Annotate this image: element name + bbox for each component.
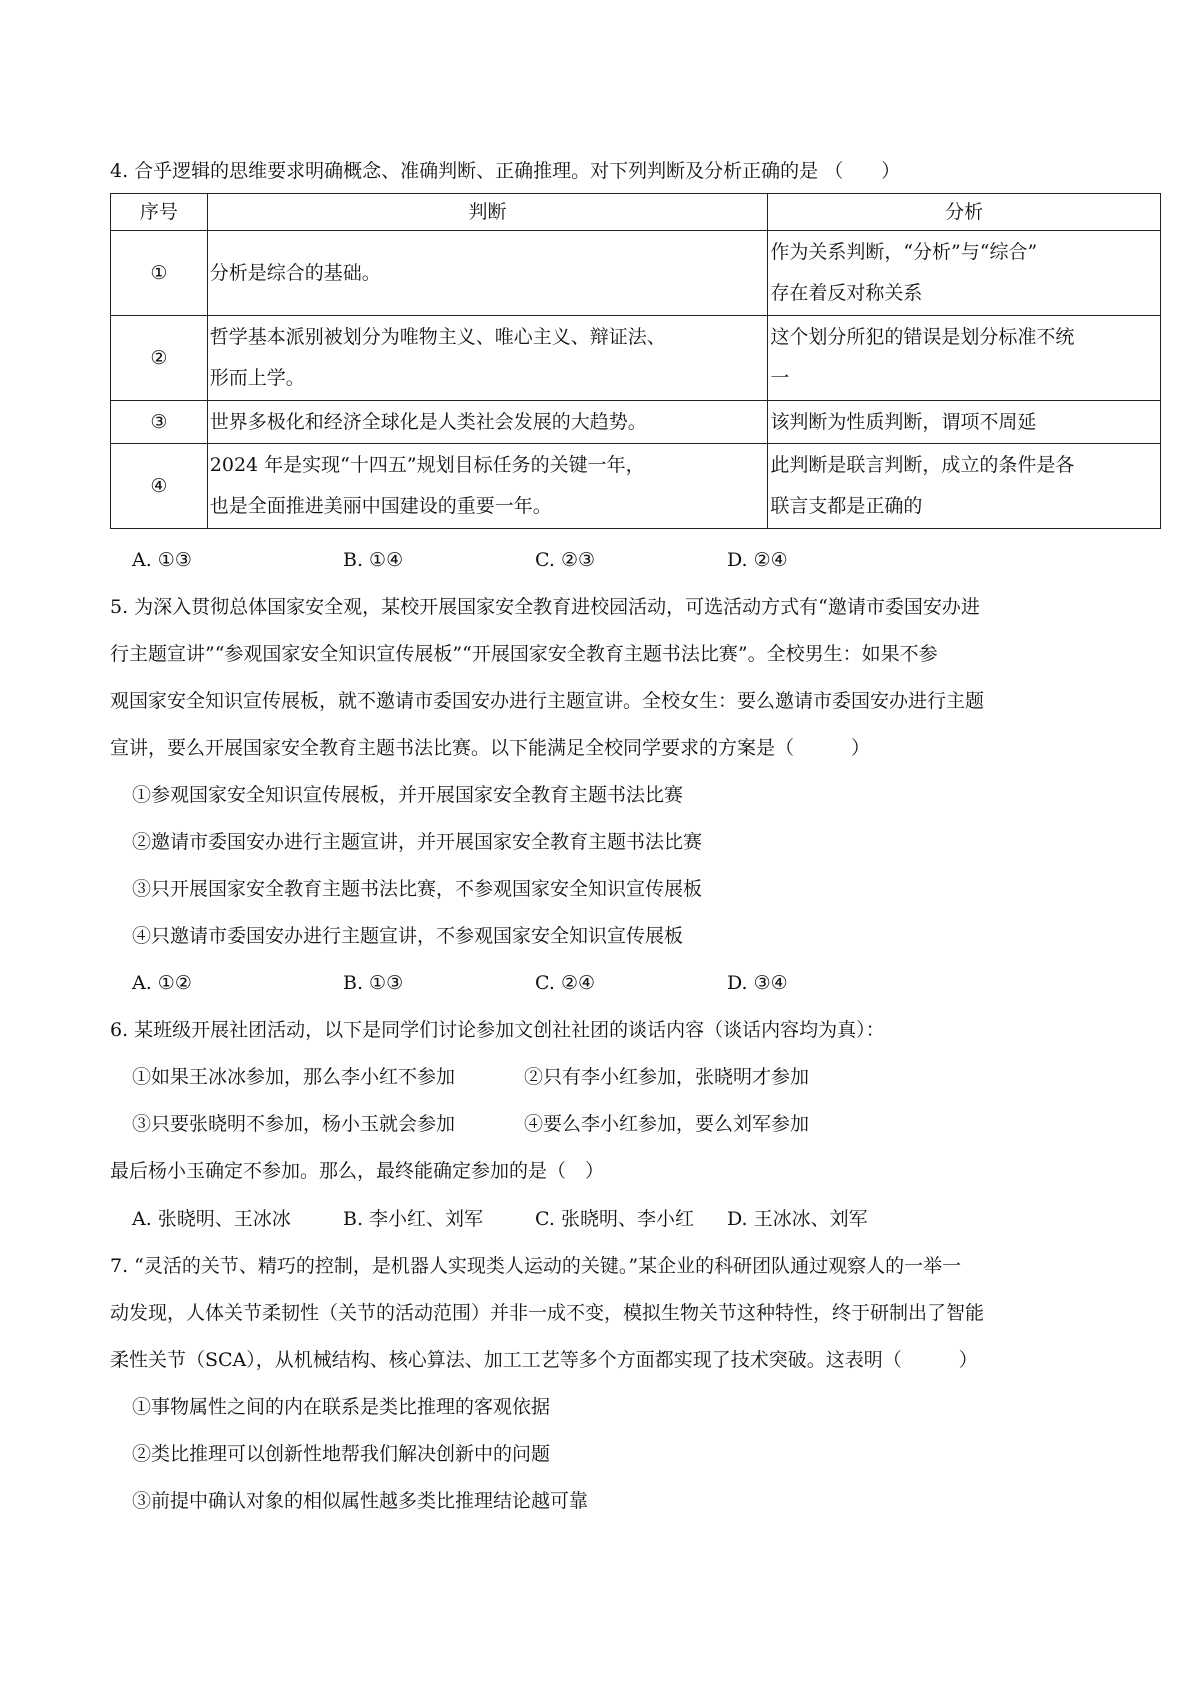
q6-statement: ②只有李小红参加，张晓明才参加	[524, 1066, 810, 1088]
q6-statement: ①如果王冰冰参加，那么李小红不参加	[132, 1066, 456, 1088]
table-row	[111, 401, 1161, 444]
q4-option-d[interactable]: D. ②④	[727, 549, 788, 571]
q5-option-c[interactable]: C. ②④	[535, 972, 596, 994]
q6-option-a[interactable]: A. 张晓明、王冰冰	[132, 1208, 291, 1230]
q4-option-c[interactable]: C. ②③	[535, 549, 596, 571]
q5-statement: ②邀请市委国安办进行主题宣讲，并开展国家安全教育主题书法比赛	[132, 831, 703, 853]
q6-stem: 6. 某班级开展社团活动，以下是同学们讨论参加文创社社团的谈话内容（谈话内容均为真）：	[110, 1019, 885, 1041]
row-analysis: 这个划分所犯的错误是划分标准不统 一	[768, 316, 1161, 401]
q6-option-d[interactable]: D. 王冰冰、刘军	[727, 1208, 868, 1230]
row-num: ③	[111, 401, 208, 444]
q7-stem-line: 柔性关节（SCA），从机械结构、核心算法、加工工艺等多个方面都实现了技术突破。这表明（ ）	[110, 1349, 978, 1371]
q7-statement: ①事物属性之间的内在联系是类比推理的客观依据	[132, 1396, 551, 1418]
q4-option-a[interactable]: A. ①③	[132, 549, 192, 571]
header-num: 序号	[111, 194, 208, 231]
q5-stem-line: 宣讲，要么开展国家安全教育主题书法比赛。以下能满足全校同学要求的方案是（ ）	[110, 737, 871, 759]
row-analysis: 作为关系判断，“分析”与“综合” 存在着反对称关系	[768, 231, 1161, 316]
row-num: ①	[111, 231, 208, 316]
q6-statement: ④要么李小红参加，要么刘军参加	[524, 1113, 810, 1135]
q4-option-b[interactable]: B. ①④	[343, 549, 404, 571]
q7-stem-line: 7. “灵活的关节、精巧的控制，是机器人实现类人运动的关键。”某企业的科研团队通过观察人的一举一	[110, 1255, 962, 1277]
row-judge: 哲学基本派别被划分为唯物主义、唯心主义、辩证法、 形而上学。	[207, 316, 768, 401]
row-num: ②	[111, 316, 208, 401]
q6-conclusion: 最后杨小玉确定不参加。那么，最终能确定参加的是（ ）	[110, 1160, 605, 1182]
row-judge: 世界多极化和经济全球化是人类社会发展的大趋势。	[207, 401, 768, 444]
q4-stem: 4. 合乎逻辑的思维要求明确概念、准确判断、正确推理。对下列判断及分析正确的是 （ ）	[110, 160, 901, 182]
q5-option-a[interactable]: A. ①②	[132, 972, 192, 994]
q6-option-b[interactable]: B. 李小红、刘军	[343, 1208, 484, 1230]
row-judge: 2024 年是实现“十四五”规划目标任务的关键一年， 也是全面推进美丽中国建设的重要一年。	[207, 444, 768, 529]
q5-stem-line: 行主题宣讲”“参观国家安全知识宣传展板”“开展国家安全教育主题书法比赛”。全校男生：如果不参	[110, 643, 938, 665]
q5-statement: ①参观国家安全知识宣传展板，并开展国家安全教育主题书法比赛	[132, 784, 684, 806]
header-analysis: 分析	[768, 194, 1161, 231]
q6-statement: ③只要张晓明不参加，杨小玉就会参加	[132, 1113, 456, 1135]
table-row	[111, 231, 1161, 316]
row-analysis: 该判断为性质判断，谓项不周延	[768, 401, 1161, 444]
row-analysis: 此判断是联言判断，成立的条件是各 联言支都是正确的	[768, 444, 1161, 529]
q7-stem-line: 动发现，人体关节柔韧性（关节的活动范围）并非一成不变，模拟生物关节这种特性，终于研制出了智能	[110, 1302, 985, 1324]
q5-option-d[interactable]: D. ③④	[727, 972, 788, 994]
table-row	[111, 316, 1161, 401]
row-num: ④	[111, 444, 208, 529]
q5-stem-line: 5. 为深入贯彻总体国家安全观，某校开展国家安全教育进校园活动，可选活动方式有“邀请市委国安办进	[110, 596, 980, 618]
q5-stem-line: 观国家安全知识宣传展板，就不邀请市委国安办进行主题宣讲。全校女生：要么邀请市委国安办进行主题	[110, 690, 985, 712]
q7-statement: ③前提中确认对象的相似属性越多类比推理结论越可靠	[132, 1490, 589, 1512]
q5-option-b[interactable]: B. ①③	[343, 972, 404, 994]
q6-option-c[interactable]: C. 张晓明、李小红	[535, 1208, 694, 1230]
row-judge: 分析是综合的基础。	[207, 231, 768, 316]
q7-statement: ②类比推理可以创新性地帮我们解决创新中的问题	[132, 1443, 551, 1465]
q5-statement: ③只开展国家安全教育主题书法比赛，不参观国家安全知识宣传展板	[132, 878, 703, 900]
table-row	[111, 444, 1161, 529]
table-header-row	[111, 194, 1161, 231]
header-judge: 判断	[207, 194, 768, 231]
q5-statement: ④只邀请市委国安办进行主题宣讲，不参观国家安全知识宣传展板	[132, 925, 684, 947]
q4-table	[110, 193, 1161, 529]
